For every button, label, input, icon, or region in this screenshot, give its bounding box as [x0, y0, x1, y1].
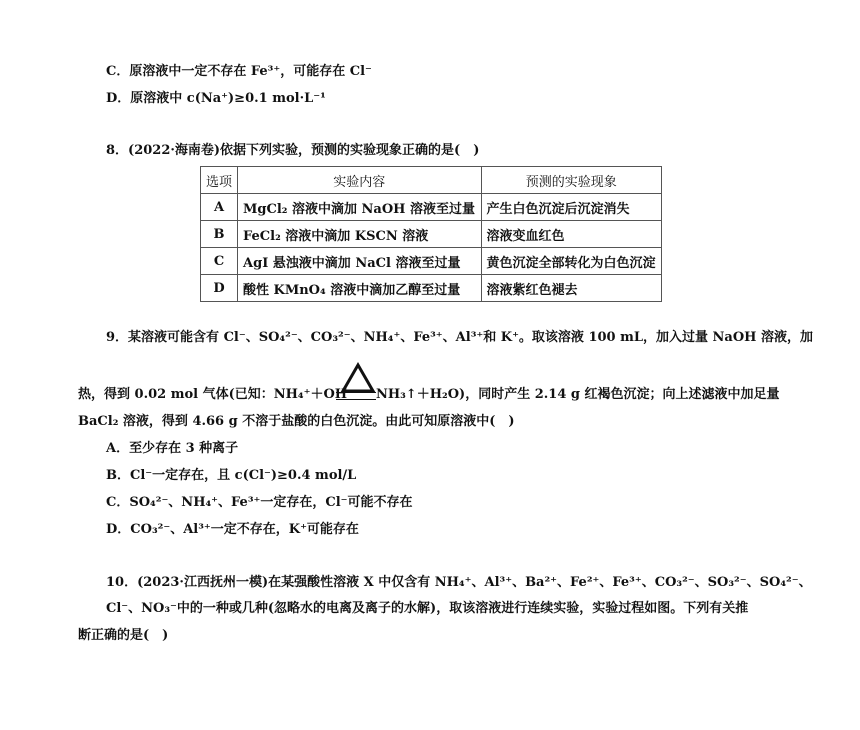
q9-option-d: D．CO₃²⁻、Al³⁺一定不存在，K⁺可能存在 — [106, 522, 359, 537]
q9-option-c: C．SO₄²⁻、NH₄⁺、Fe³⁺一定存在，Cl⁻可能不存在 — [106, 495, 413, 510]
table-cell: A — [201, 194, 238, 221]
table-cell: B — [201, 221, 238, 248]
q9-stem-line3: BaCl₂ 溶液，得到 4.66 g 不溶于盐酸的白色沉淀。由此可知原溶液中( ) — [78, 414, 515, 429]
table-cell: MgCl₂ 溶液中滴加 NaOH 溶液至过量 — [238, 194, 482, 221]
q10-stem-line2: Cl⁻、NO₃⁻中的一种或几种(忽略水的电离及离子的水解)，取该溶液进行连续实验，实验过程如图。下列有关推 — [106, 601, 749, 616]
table-cell: AgI 悬浊液中滴加 NaCl 溶液至过量 — [238, 248, 482, 275]
table-header: 预测的实验现象 — [481, 167, 661, 194]
table-header: 实验内容 — [238, 167, 482, 194]
q10-stem-line3: 断正确的是( ) — [78, 628, 169, 643]
equals-sign — [336, 392, 376, 400]
table-cell: 溶液变血红色 — [481, 221, 661, 248]
table-row — [201, 221, 662, 248]
table-cell: FeCl₂ 溶液中滴加 KSCN 溶液 — [238, 221, 482, 248]
table-cell: C — [201, 248, 238, 275]
table-row — [201, 248, 662, 275]
q10-stem-line1: 10．(2023·江西抚州一模)在某强酸性溶液 X 中仅含有 NH₄⁺、Al³⁺、Ba²⁺、Fe²⁺、Fe³⁺、CO₃²⁻、SO₃²⁻、SO₄²⁻、 — [106, 575, 812, 590]
table-cell: 产生白色沉淀后沉淀消失 — [481, 194, 661, 221]
q9-stem-line2a: 热，得到 0.02 mol 气体(已知：NH₄⁺＋OH⁻ — [78, 387, 354, 402]
q9-option-a: A．至少存在 3 种离子 — [106, 441, 239, 456]
table-cell: 溶液紫红色褪去 — [481, 275, 661, 302]
q9-stem-line1: 9．某溶液可能含有 Cl⁻、SO₄²⁻、CO₃²⁻、NH₄⁺、Fe³⁺、Al³⁺和 K⁺。取该溶液 100 mL，加入过量 NaOH 溶液，加 — [106, 330, 813, 345]
table-header-row — [201, 167, 662, 194]
q8-table — [200, 166, 662, 302]
q9-option-b: B．Cl⁻一定存在，且 c(Cl⁻)≥0.4 mol/L — [106, 468, 357, 483]
table-row — [201, 275, 662, 302]
table-header: 选项 — [201, 167, 238, 194]
q7-option-d: D．原溶液中 c(Na⁺)≥0.1 mol·L⁻¹ — [106, 91, 326, 106]
q7-option-c: C．原溶液中一定不存在 Fe³⁺，可能存在 Cl⁻ — [106, 64, 372, 79]
table-cell: 黄色沉淀全部转化为白色沉淀 — [481, 248, 661, 275]
q9-stem-line2b: NH₃↑＋H₂O)，同时产生 2.14 g 红褐色沉淀；向上述滤液中加足量 — [376, 387, 780, 402]
table-cell: D — [201, 275, 238, 302]
table-row — [201, 194, 662, 221]
table-cell: 酸性 KMnO₄ 溶液中滴加乙醇至过量 — [238, 275, 482, 302]
q8-stem: 8．(2022·海南卷)依据下列实验，预测的实验现象正确的是( ) — [106, 143, 480, 158]
